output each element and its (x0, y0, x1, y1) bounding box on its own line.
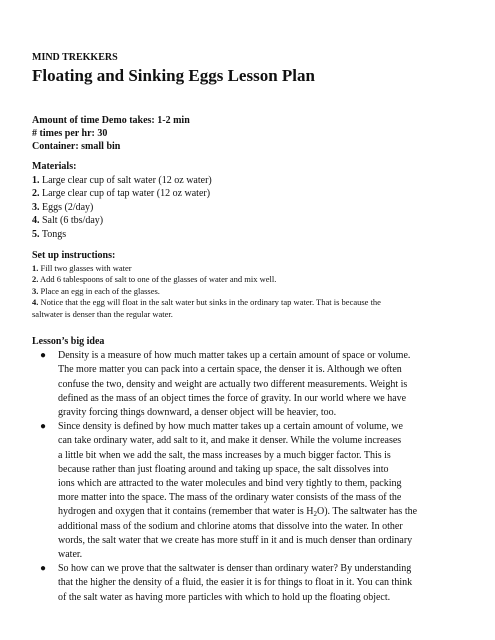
item-text: Eggs (2/day) (39, 201, 94, 213)
materials-item (32, 187, 212, 201)
text-line: confuse the two, density and weight are actually two different measurements. Weight is (58, 378, 408, 390)
big-idea-heading: Lesson’s big idea (32, 336, 105, 347)
setup-step (32, 263, 472, 275)
item-number: 4. (32, 215, 40, 226)
organization-name: MIND TREKKERS (32, 52, 118, 63)
big-idea-section (32, 335, 477, 605)
meta-time: Amount of time Demo takes: 1-2 min (32, 115, 190, 126)
step-text: Notice that the egg will float in the salt water but sinks in the ordinary tap water. That is because the (38, 297, 381, 307)
item-number: 2. (32, 188, 40, 199)
item-text: Large clear cup of tap water (12 oz water) (39, 188, 211, 199)
text-line: because rather than just floating around and taking up space, the salt dissolves into (58, 463, 389, 475)
demo-meta (32, 114, 190, 153)
item-text: Large clear cup of salt water (12 oz water) (39, 174, 212, 186)
setup-section (32, 250, 472, 320)
setup-step (32, 286, 472, 298)
step-text: Add 6 tablespoons of salt to one of the glasses of water and mix well. (38, 274, 277, 284)
materials-heading: Materials: (32, 161, 77, 172)
text-line: additional mass of the sodium and chlorine atoms that dissolve into the water. In other (58, 520, 403, 532)
text-line: can take ordinary water, add salt to it, and make it denser. While the volume increases (58, 435, 402, 447)
materials-item (32, 174, 212, 188)
text-line: of the salt water as having more particles with which to hold up the floating object. (58, 591, 391, 603)
setup-step (32, 274, 472, 286)
item-text: Tongs (39, 228, 67, 240)
list-item (32, 562, 477, 605)
text-line (58, 505, 477, 519)
subscript: 2 (313, 510, 317, 519)
materials-section (32, 160, 212, 241)
text-line: Since density is defined by how much matter takes up a certain amount of volume, we (58, 421, 403, 433)
bullet-icon: ● (40, 421, 47, 433)
step-text: Fill two glasses with water (38, 262, 132, 273)
text-line: words, the salt water that we create has more stuff in it and is much denser than ordinary (58, 534, 413, 546)
text-line: gravity forcing things downward, a denser object will be heavier, too. (58, 407, 337, 419)
item-number: 5. (32, 228, 40, 240)
list-item (32, 420, 477, 562)
text-line: more matter into the space. The mass of the ordinary water consists of the mass of the (58, 492, 402, 504)
bullet-icon: ● (40, 563, 47, 575)
big-idea-list (32, 349, 477, 605)
text-line: The more matter you can pack into a certain space, the denser it is. Although we often (58, 364, 402, 376)
step-number: 4. (32, 297, 39, 307)
step-text: Place an egg in each of the glasses. (38, 285, 160, 296)
meta-container: Container: small bin (32, 141, 121, 152)
step-number: 2. (32, 274, 39, 284)
setup-heading: Set up instructions: (32, 250, 116, 261)
meta-times-per-hour: # times per hr: 30 (32, 128, 108, 139)
text-line: So how can we prove that the saltwater is denser than ordinary water? By understanding (58, 563, 412, 575)
text-fragment: O). The saltwater has the (316, 506, 418, 518)
step-number: 1. (32, 262, 39, 273)
text-line: Density is a measure of how much matter takes up a certain amount of space or volume. (58, 350, 411, 362)
materials-item (32, 214, 212, 228)
materials-item (32, 228, 212, 242)
text-line: that the higher the density of a fluid, the easier it is for things to float in it. You can think (58, 577, 413, 589)
item-number: 1. (32, 174, 40, 186)
text-line: water. (58, 549, 83, 561)
materials-item (32, 201, 212, 215)
text-line: defined as the mass of an object times the force of gravity. In our world where we have (58, 392, 407, 404)
text-line: ions which are attracted to the water molecules and bind very tightly to them, packing (58, 478, 402, 490)
text-fragment: hydrogen and oxygen that it contains (remember that water is H (58, 506, 314, 518)
setup-step-continued: saltwater is denser than the regular water. (32, 308, 173, 319)
step-number: 3. (32, 285, 39, 296)
item-number: 3. (32, 201, 40, 213)
page-title: Floating and Sinking Eggs Lesson Plan (32, 66, 315, 85)
list-item (32, 349, 477, 420)
bullet-icon: ● (40, 350, 47, 362)
text-line: a little bit when we add the salt, the mass increases by a much bigger factor. This is (58, 449, 391, 461)
setup-step (32, 297, 472, 309)
item-text: Salt (6 tbs/day) (39, 215, 104, 226)
